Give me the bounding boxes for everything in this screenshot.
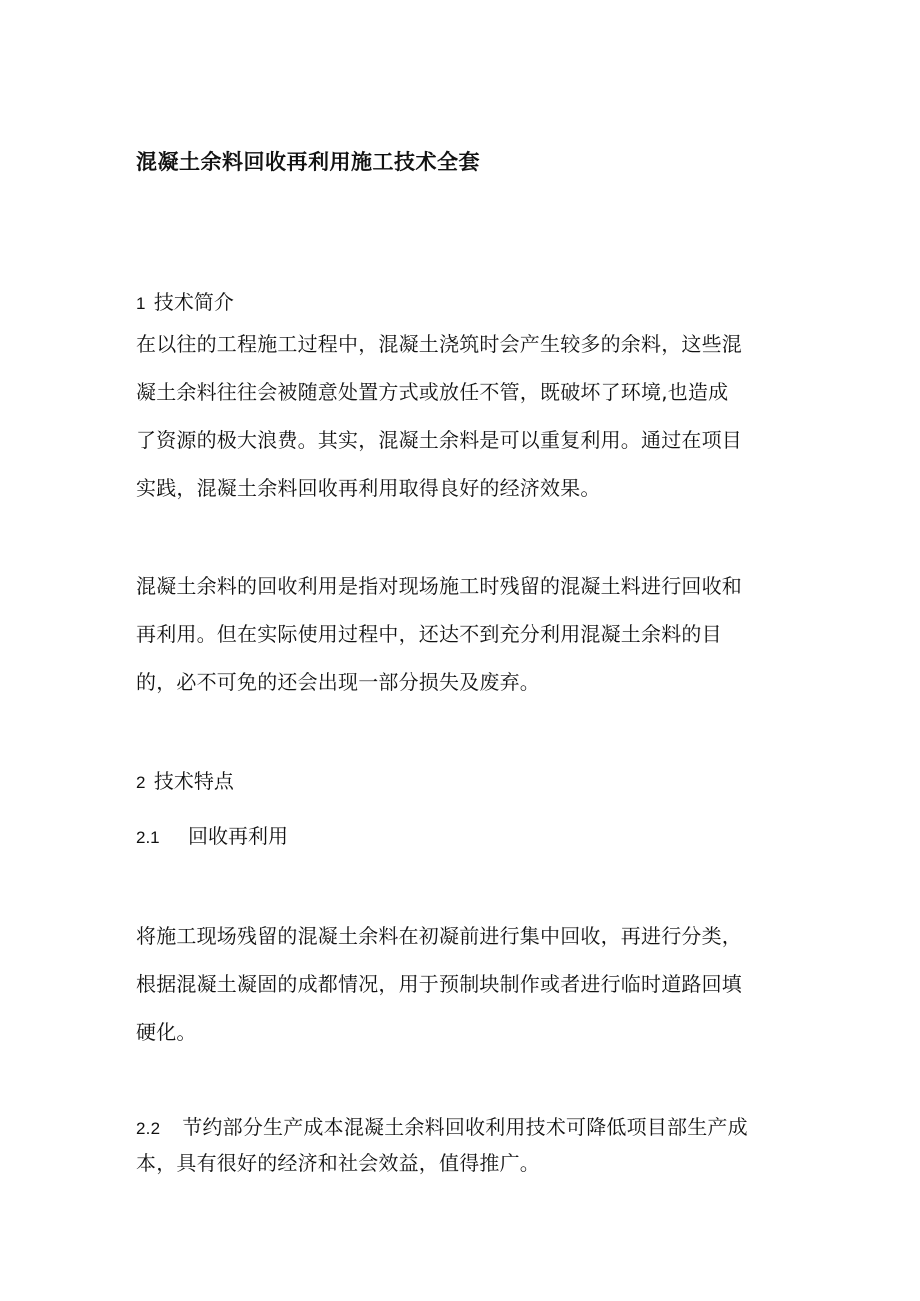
subsection-2-1-number: 2.1 [136,828,160,847]
paragraph-line: 根据混凝土凝固的成都情况，用于预制块制作或者进行临时道路回填 [136,972,742,996]
section-1-heading [136,286,234,315]
subsection-2-2-number: 2.2 [136,1119,161,1138]
subsection-2-1-paragraph [136,912,788,1056]
paragraph-line: 凝土余料往往会被随意处置方式或放任不管，既破坏了环境,也造成 [136,380,729,404]
subsection-2-1-title: 回收再利用 [188,824,288,848]
section-2-number: 2 [136,773,146,792]
paragraph-line: 在以往的工程施工过程中，混凝土浇筑时会产生较多的余料，这些混 [136,332,742,356]
section-2-heading [136,765,234,794]
paragraph-line: 将施工现场残留的混凝土余料在初凝前进行集中回收，再进行分类， [136,924,742,948]
paragraph-line: 实践，混凝土余料回收再利用取得良好的经济效果。 [136,476,601,500]
subsection-2-2-text: 节约部分生产成本混凝土余料回收利用技术可降低项目部生产成 [182,1115,748,1139]
document-title: 混凝土余料回收再利用施工技术全套 [136,150,480,174]
section-2-title: 技术特点 [153,769,234,793]
paragraph-line [136,1110,788,1146]
paragraph-line: 本，具有很好的经济和社会效益，值得推广。 [136,1151,540,1175]
subsection-2-2-paragraph [136,1110,788,1180]
section-1-paragraph-1 [136,320,788,512]
subsection-2-1-heading [136,820,288,849]
paragraph-line: 的，必不可免的还会出现一部分损失及废弃。 [136,670,540,694]
paragraph-line: 混凝土余料的回收利用是指对现场施工时残留的混凝土料进行回收和 [136,574,742,598]
section-1-number: 1 [136,294,146,313]
section-1-paragraph-2 [136,562,788,706]
paragraph-line: 再利用。但在实际使用过程中，还达不到充分利用混凝土余料的目 [136,622,722,646]
paragraph-line: 硬化。 [136,1020,197,1044]
section-1-title: 技术简介 [153,290,234,314]
paragraph-line: 了资源的极大浪费。其实，混凝土余料是可以重复利用。通过在项目 [136,428,742,452]
